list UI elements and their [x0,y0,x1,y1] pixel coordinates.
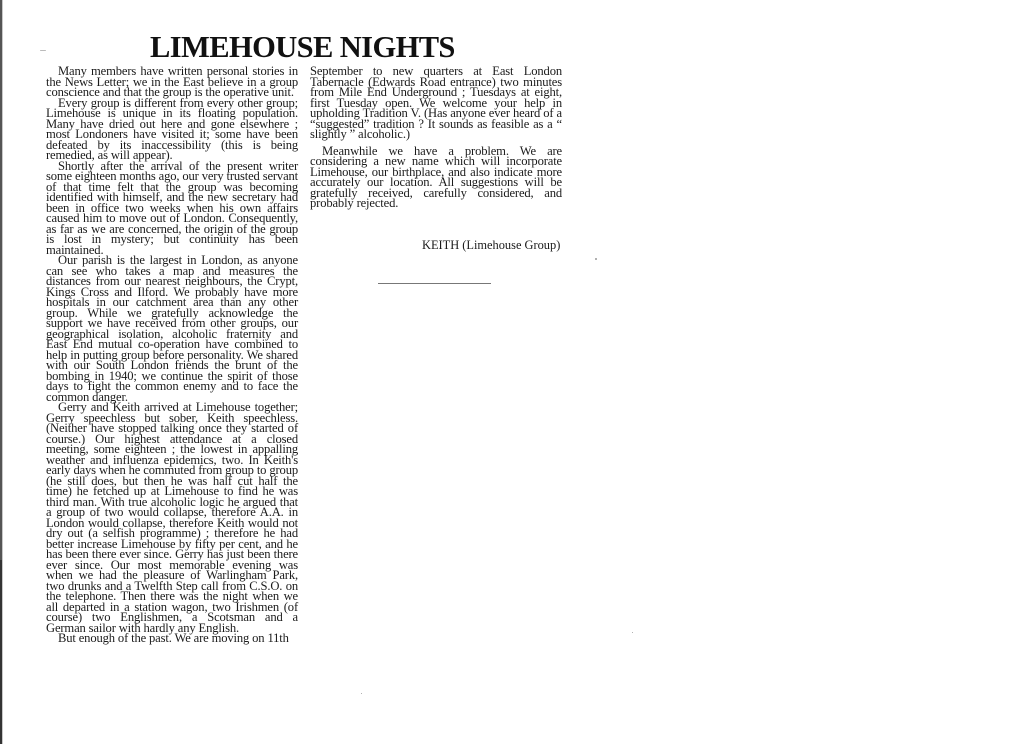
scan-speck [632,632,633,633]
paragraph-new-quarters: September to new quarters at East London Tabernacle (Edwards Road entrance) two minutes from Mile End Underground ; Tuesdays at eight, first Tuesday open. We welcome your help in upholding Tradition V. (Has anyone ever heard of a “suggested” tradition ? It sounds as feasible as a “ slightly ” alcoholic.) [310,64,562,141]
paragraph-enough-of-the-past: But enough of the past. We are moving on 11th [58,631,289,645]
right-column [310,66,562,209]
scan-speck [361,693,362,694]
paragraph-every-group: Every group is different from every other group; Limehouse is unique in its floating population. Many have dried out here and gone elsewhere ; most Londoners have visited it; some have been defeated by its inaccessibility (this is being remedied, as will appear). [46,95,298,162]
paragraph-shortly-after: Shortly after the arrival of the present writer some eighteen months ago, our very trusted servant of that time felt that the group was becoming identified with himself, and the new secretary had been in office two weeks when his own affairs caused him to move out of London. Consequently, as far as we are concerned, the origin of the group is lost in mystery; but continuity has been maintained. [46,158,299,257]
scan-speck [40,50,46,51]
end-rule [378,283,491,284]
author-signature: KEITH (Limehouse Group) [422,238,561,252]
left-column [46,66,298,644]
article-title: LIMEHOUSE NIGHTS [150,30,455,64]
paragraph-meanwhile: Meanwhile we have a problem. We are considering a new name which will incorporate Limehouse, our birthplace, and also indicate more accurately our location. All suggestions will be gratefully received, carefully considered, and probably rejected. [310,143,562,210]
scan-speck [595,258,597,260]
paragraph-our-parish: Our parish is the largest in London, as anyone can see who takes a map and measures the distances from our nearest neighbours, the Crypt, Kings Cross and Ilford. We probably have more hospitals in our catchment area than any other group. While we gratefully acknowledge the support we have received from other groups, our geographical isolation, alcoholic fraternity and East End mutual co-operation have combined to help in putting group before personality. We shared with our South London friends the brunt of the bombing in 1940; we continue the spirit of those days to fight the common enemy and to face the common danger. [46,253,298,404]
page-binding-shadow-lower [0,560,2,744]
paragraph-intro: Many members have written personal stories in the News Letter; we in the East believe in a group conscience and that the group is the operative unit. [46,64,298,99]
paragraph-gerry-and-keith: Gerry and Keith arrived at Limehouse together; Gerry speechless but sober, Keith speechless. (Neither have stopped talking once they started of course.) Our highest attendance at a closed meeting, some eighteen ; the lowest in appalling weather and influenza epidemics, two. In Keith's early days when he commuted from group to group (he still does, but then he was half cut half the time) he fetched up at Limehouse to find he was third man. With true alcoholic logic he argued that a group of two would collapse, therefore A.A. in London would collapse, therefore Keith would not dry out (a selfish programme) ; therefore he had better increase Limehouse by fifty per cent, and he has been there ever since. Gerry has just been there ever since. Our most memorable evening was when we had the pleasure of Warlingham Park, two drunks and a Twelfth Step call from C.S.O. on the telephone. Then there was the night when we all departed in a station wagon, two Irishmen (of course) two Englishmen, a Scotsman and a German sailor with hardly any English. [46,400,298,635]
